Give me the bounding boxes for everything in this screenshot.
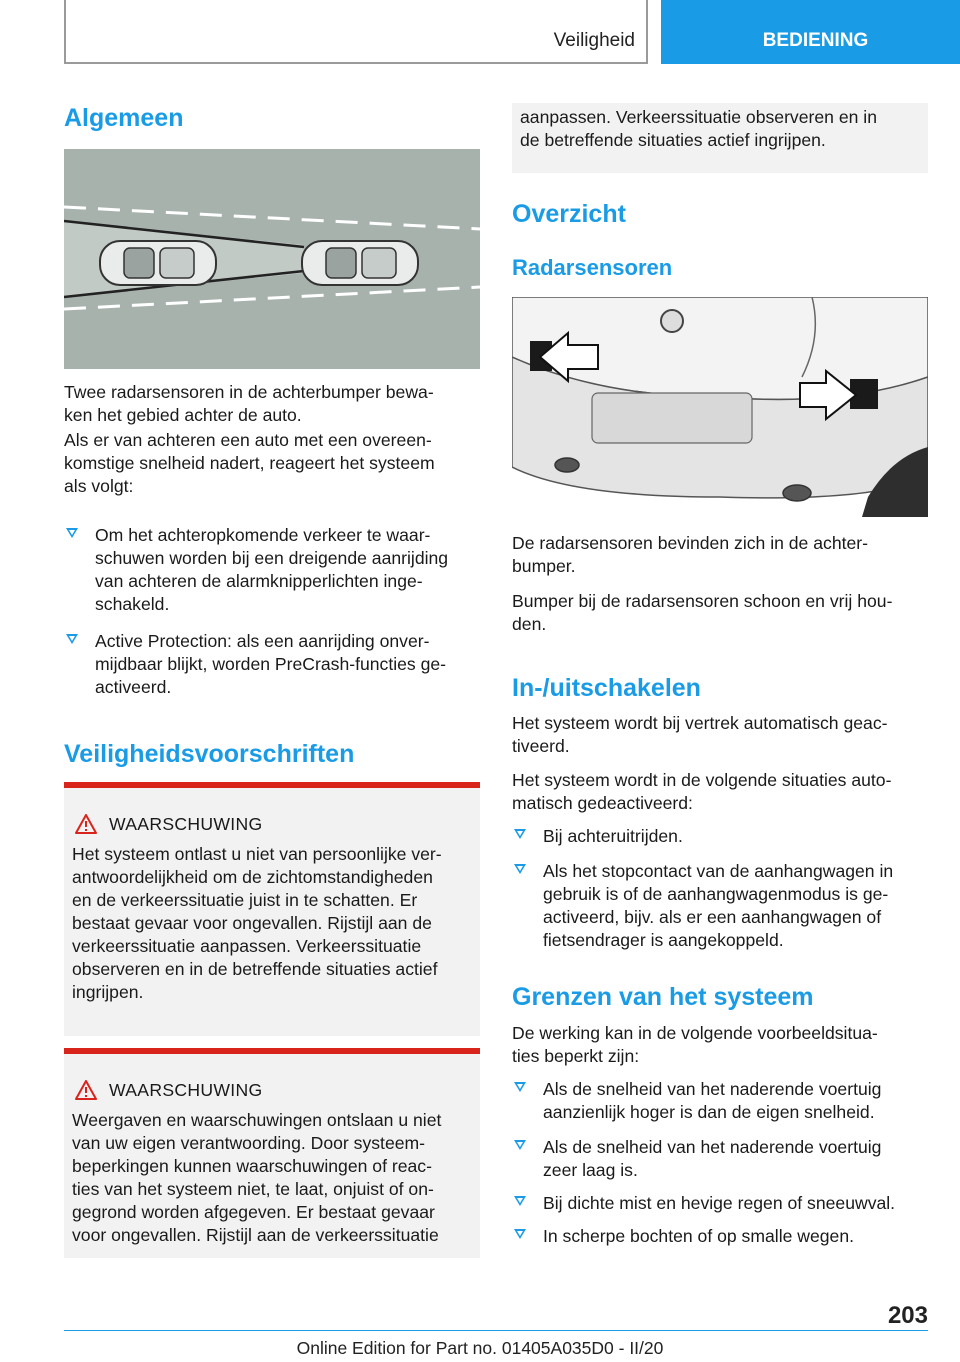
text-line: fietsendrager is aangekoppeld.	[543, 930, 784, 950]
text-line: gebruik is of de aanhangwagenmodus is ge-	[543, 884, 889, 904]
text-line: komstige snelheid nadert, reageert het systeem	[64, 453, 435, 473]
text-line: Weergaven en waarschuwingen ontslaan u niet	[72, 1110, 442, 1130]
warning-title: WAARSCHUWING	[109, 1080, 263, 1100]
text-line: antwoordelijkheid om de zichtomstandigheden	[72, 867, 433, 887]
header-section-title: Veiligheid	[553, 30, 635, 51]
warning-text	[72, 843, 482, 1004]
heading-overzicht: Overzicht	[512, 200, 626, 228]
text-line: tiveerd.	[512, 736, 570, 756]
text-line: beperkingen kunnen waarschuwingen of reac-	[72, 1156, 432, 1176]
text-line: gegrond worden afgegeven. Er bestaat gevaar	[72, 1202, 435, 1222]
text-line: bestaat gevaar voor ongevallen. Rijstijl aan de	[72, 913, 432, 933]
text-line: Active Protection: als een aanrijding onver-	[95, 631, 430, 651]
text-line: schakeld.	[95, 594, 170, 614]
heading-veiligheidsvoorschriften: Veiligheidsvoorschriften	[64, 740, 355, 768]
warning-title: WAARSCHUWING	[109, 814, 263, 834]
bullet-triangle-icon	[514, 1140, 526, 1150]
paragraph-deactivation	[512, 769, 932, 815]
text-line: zeer laag is.	[543, 1160, 638, 1180]
text-line: Bij achteruitrijden.	[543, 826, 683, 846]
paragraph-behavior	[64, 429, 484, 498]
warning-box	[64, 1048, 480, 1258]
text-line: als volgt:	[64, 476, 134, 496]
bullet-triangle-icon	[66, 634, 78, 644]
heading-radarsensoren: Radarsensoren	[512, 255, 673, 280]
text-line: bumper.	[512, 556, 576, 576]
illustration-rear-bumper	[512, 297, 928, 517]
warning-triangle-icon	[75, 1080, 97, 1100]
warning-text	[520, 106, 930, 152]
text-line: Het systeem ontlast u niet van persoonlijke ver-	[72, 844, 442, 864]
text-line: matisch gedeactiveerd:	[512, 793, 693, 813]
text-line: Bumper bij de radarsensoren schoon en vrij hou-	[512, 591, 893, 611]
car-front-icon	[302, 241, 418, 285]
text-line: observeren en in de betreffende situaties actief	[72, 959, 438, 979]
text-line: activeerd, bijv. als er een aanhangwagen of	[543, 907, 882, 927]
warning-triangle-icon	[75, 814, 97, 834]
bullet-triangle-icon	[514, 829, 526, 839]
text-line: Het systeem wordt bij vertrek automatisch geac-	[512, 713, 888, 733]
car-rear-icon	[100, 241, 216, 285]
paragraph-radar-clean	[512, 590, 932, 636]
footer-divider	[64, 1330, 928, 1331]
text-line: aanpassen. Verkeerssituatie observeren en in	[520, 107, 877, 127]
text-line: ingrijpen.	[72, 982, 144, 1002]
text-line: Als de snelheid van het naderende voertuig	[543, 1079, 882, 1099]
warning-box	[64, 782, 480, 1036]
header-chapter-tab: BEDIENING	[661, 0, 960, 64]
text-line: Het systeem wordt in de volgende situaties auto-	[512, 770, 892, 790]
heading-algemeen: Algemeen	[64, 104, 184, 132]
paragraph-activation	[512, 712, 932, 758]
bullet-triangle-icon	[66, 528, 78, 538]
text-line: De werking kan in de volgende voorbeeldsitua-	[512, 1023, 878, 1043]
text-line: schuwen worden bij een dreigende aanrijding	[95, 548, 449, 568]
text-line: Twee radarsensoren in de achterbumper bewa-	[64, 382, 434, 402]
text-line: mijdbaar blijkt, worden PreCrash-functies ge-	[95, 654, 447, 674]
text-line: Om het achteropkomende verkeer te waar-	[95, 525, 431, 545]
text-line: en de verkeerssituatie juist in te schatten. Er	[72, 890, 418, 910]
paragraph-intro	[64, 381, 484, 427]
text-line: Als er van achteren een auto met een overeen-	[64, 430, 432, 450]
text-line: voor ongevallen. Rijstijl aan de verkeerssituatie	[72, 1225, 439, 1245]
text-line: activeerd.	[95, 677, 172, 697]
text-line: de betreffende situaties actief ingrijpen.	[520, 130, 826, 150]
bullet-triangle-icon	[514, 1082, 526, 1092]
text-line: verkeerssituatie aanpassen. Verkeerssituatie	[72, 936, 422, 956]
text-line: In scherpe bochten of op smalle wegen.	[543, 1226, 855, 1246]
text-line: ken het gebied achter de auto.	[64, 405, 302, 425]
paragraph-limits	[512, 1022, 932, 1068]
text-line: den.	[512, 614, 547, 634]
paragraph-radar-location	[512, 532, 932, 578]
text-line: Als het stopcontact van de aanhangwagen in	[543, 861, 894, 881]
heading-in-uitschakelen: In-/uitschakelen	[512, 674, 701, 702]
text-line: ties beperkt zijn:	[512, 1046, 640, 1066]
bullet-triangle-icon	[514, 864, 526, 874]
text-line: Bij dichte mist en hevige regen of sneeuwval.	[543, 1193, 896, 1213]
warning-continuation-box	[512, 103, 928, 173]
bullet-triangle-icon	[514, 1196, 526, 1206]
text-line: van uw eigen verantwoording. Door systeem-	[72, 1133, 426, 1153]
text-line: De radarsensoren bevinden zich in de achter-	[512, 533, 868, 553]
text-line: van achteren de alarmknipperlichten inge-	[95, 571, 423, 591]
text-line: Als de snelheid van het naderende voertuig	[543, 1137, 882, 1157]
bullet-triangle-icon	[514, 1229, 526, 1239]
footer-edition: Online Edition for Part no. 01405A035D0 - II/20	[296, 1338, 664, 1358]
text-line: aanzienlijk hoger is dan de eigen snelheid.	[543, 1102, 875, 1122]
page-number: 203	[887, 1302, 928, 1329]
illustration-two-cars	[64, 149, 480, 369]
warning-text	[72, 1109, 482, 1247]
heading-grenzen: Grenzen van het systeem	[512, 983, 814, 1011]
text-line: ties van het systeem niet, te laat, onjuist of on-	[72, 1179, 434, 1199]
